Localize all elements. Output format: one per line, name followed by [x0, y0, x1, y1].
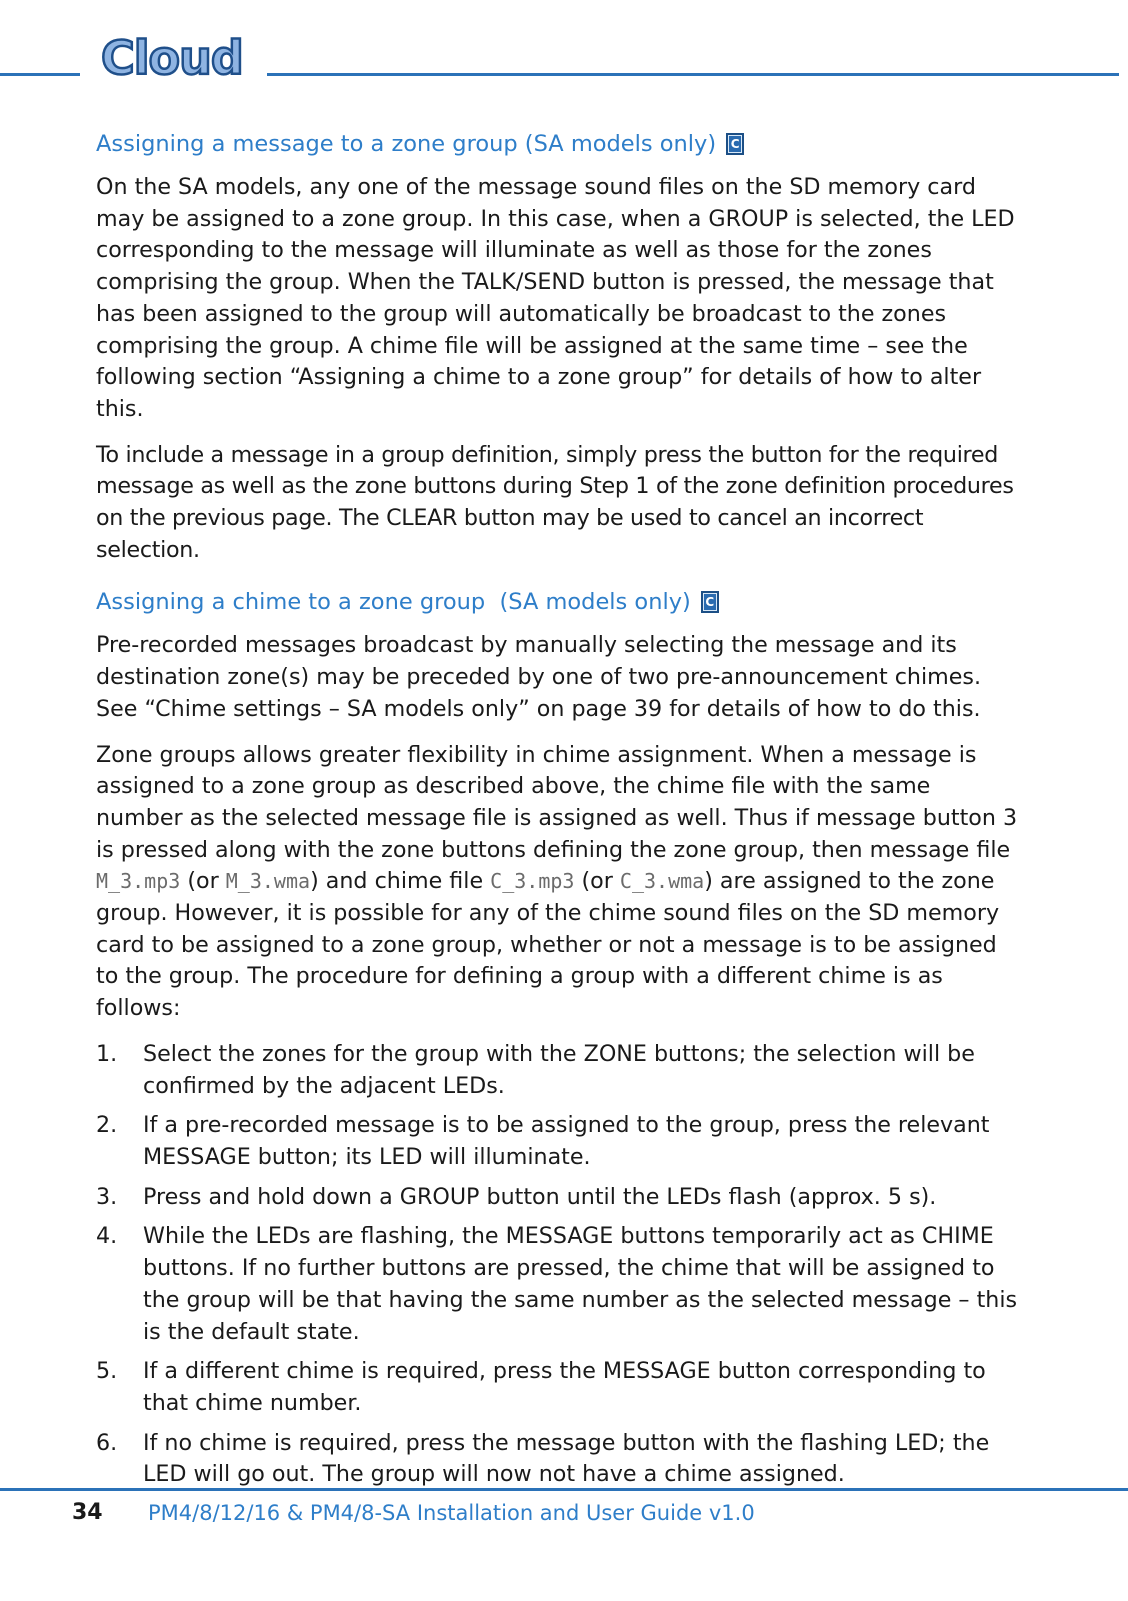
step-text: Press and hold down a GROUP button until the LEDs flash (approx. 5 s). — [143, 1183, 937, 1210]
step-text: While the LEDs are flashing, the MESSAGE buttons temporarily act as CHIME buttons. If no further buttons are pressed, the chime that will be assigned to the group will be that having the same number as the selected message – this is the default state. — [143, 1223, 1018, 1345]
header-rule-right — [267, 73, 1119, 76]
sa-model-badge-icon: C — [726, 133, 744, 155]
list-item — [96, 1356, 1020, 1419]
step-number: 2. — [96, 1112, 118, 1139]
paragraph: To include a message in a group definition, simply press the button for the required message as well as the zone buttons during Step 1 of the zone definition procedures on the previous page. The CLEAR button may be used to cancel an incorrect selection. — [96, 441, 1014, 563]
step-text: If no chime is required, press the message button with the flashing LED; the LED will go out. The group will now not have a chime assigned. — [143, 1429, 990, 1488]
section-heading-chime-group — [96, 586, 1020, 618]
step-number: 4. — [96, 1223, 118, 1250]
cloud-logo — [97, 28, 257, 88]
list-item — [96, 1039, 1020, 1102]
file-name: M_3.mp3 — [96, 869, 181, 894]
paragraph: Pre-recorded messages broadcast by manually selecting the message and its destination zone(s) may be preceded by one of two pre-announcement chimes. See “Chime settings – SA models only” on page 39 for details of how to do this. — [96, 632, 982, 722]
page-header — [0, 28, 1128, 88]
guide-title: PM4/8/12/16 & PM4/8-SA Installation and User Guide v1.0 — [148, 1501, 755, 1525]
paragraph-chime-files: Zone groups allows greater flexibility in chime assignment. When a message is assigned to a zone group as described above, the chime file with the same number as the selected message file is assigned as well. Thus if message button 3 is pressed along with the zone buttons defining the zone group, then message file M_3.mp3 (or M_3.wma) and chime file C_3.mp3 (or C_3.wma) are assigned to the zone group. However, it is possible for any of the chime sound files on the SD memory card to be assigned to a zone group, whether or not a message is to be assigned to the group. The procedure for defining a group with a different chime is as follows: — [96, 741, 1018, 1022]
list-item — [96, 1428, 1020, 1491]
step-number: 1. — [96, 1040, 118, 1067]
page-number: 34 — [72, 1500, 103, 1525]
section-heading-text: Assigning a chime to a zone group (SA models only) — [96, 589, 691, 616]
paragraph: On the SA models, any one of the message sound files on the SD memory card may be assigned to a zone group. In this case, when a GROUP is selected, the LED corresponding to the message will illuminate as well as those for the zones comprising the group. When the TALK/SEND button is pressed, the message that has been assigned to the group will automatically be broadcast to the zones comprising the group. A chime file will be assigned at the same time – see the following section “Assigning a chime to a zone group” for details of how to alter this. — [96, 174, 1015, 422]
step-number: 6. — [96, 1429, 118, 1456]
file-name: M_3.wma — [225, 869, 311, 894]
svg-text:Cloud: Cloud — [101, 31, 243, 85]
file-name: C_3.wma — [619, 869, 705, 894]
procedure-steps — [96, 1039, 1020, 1491]
section-heading-text: Assigning a message to a zone group (SA models only) — [96, 131, 717, 157]
page-content — [96, 128, 1020, 1499]
step-text: If a pre-recorded message is to be assigned to the group, press the relevant MESSAGE button; its LED will illuminate. — [143, 1112, 990, 1170]
list-item — [96, 1110, 1020, 1173]
step-text: If a different chime is required, press the MESSAGE button corresponding to that chime number. — [143, 1358, 986, 1416]
sa-model-badge-icon: C — [701, 591, 719, 613]
section-heading-message-group — [96, 128, 1020, 160]
list-item — [96, 1182, 1020, 1214]
step-number: 5. — [96, 1358, 118, 1385]
step-text: Select the zones for the group with the ZONE buttons; the selection will be confirmed by the adjacent LEDs. — [143, 1040, 975, 1099]
file-name: C_3.mp3 — [490, 869, 575, 894]
header-rule-left — [0, 73, 80, 76]
list-item — [96, 1221, 1020, 1348]
footer-rule — [0, 1488, 1128, 1491]
step-number: 3. — [96, 1183, 118, 1210]
